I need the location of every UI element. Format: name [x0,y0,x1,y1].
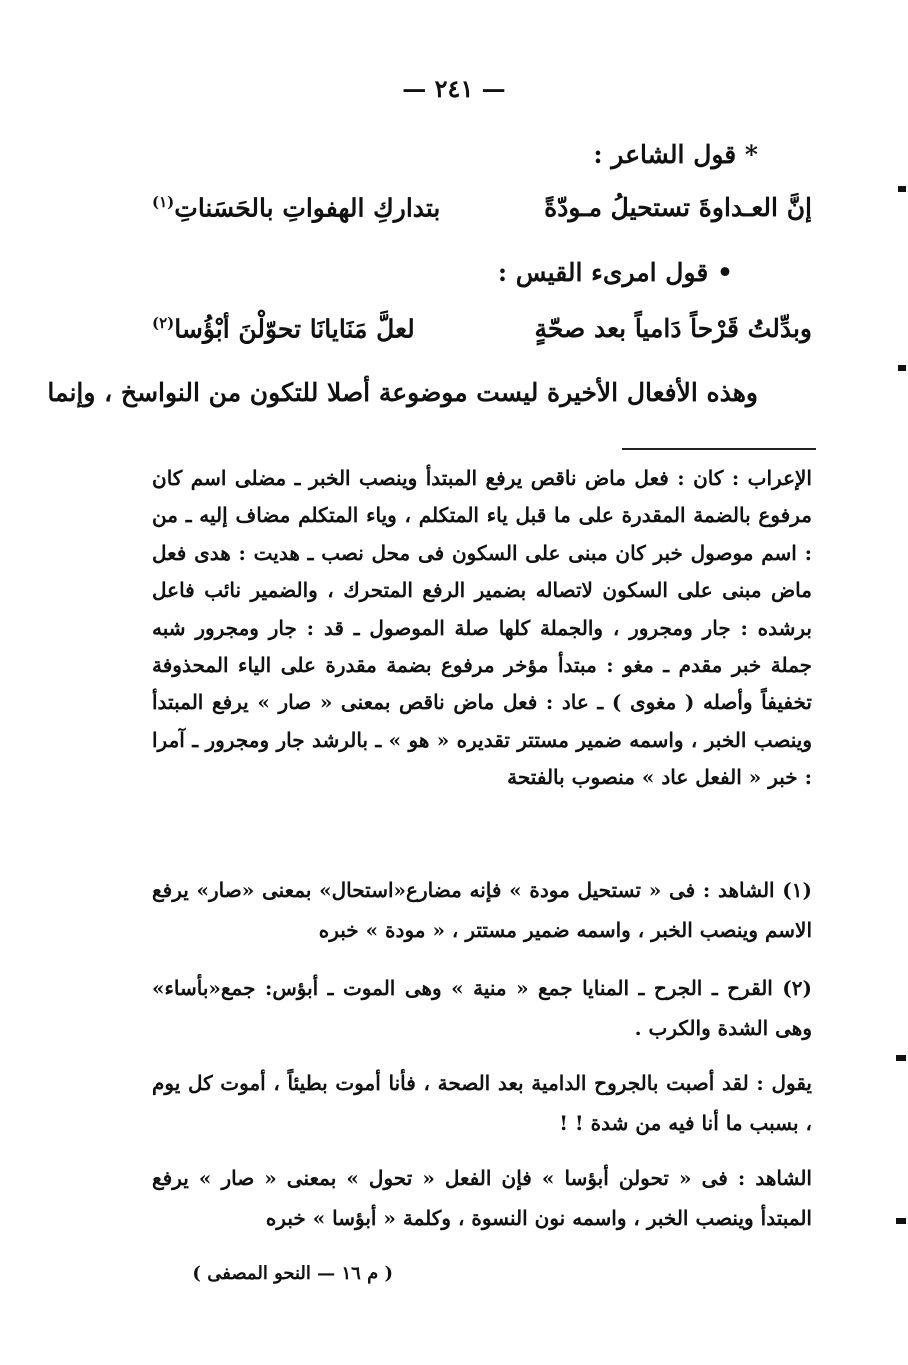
footnote-separator [622,448,816,450]
verse-1-first-hemistich: إنَّ العـداوةَ تستحيلُ مـودّةً [544,193,812,222]
body-paragraph: وهذه الأفعال الأخيرة ليست موضوعة أصلا للتكون من النواسخ ، وإنما [47,378,758,407]
footnote-2: (٢) القرح ـ الجرح ـ المنايا جمع « منية » وهى الموت ـ أبؤس: جمع«بأساء» وهى الشدة والكرب . [152,976,812,1040]
imru-intro: • قول امرىء القيس : [497,258,733,287]
margin-mark [898,186,906,192]
footnote-ref-2: (٢) [152,314,175,332]
verse-1 [152,193,812,237]
verse-2-second-text: لعلَّ مَنَايانَا تحوّلْنَ أبْؤُسا [174,314,415,344]
page-number: — ٢٤١ — [402,74,506,103]
shahid-paragraph: الشاهد : فى « تحولن أبؤسا » فإن الفعل « تحول » بمعنى « صار » يرفع المبتدأ وينصب الخبر ، واسمه نون النسوة ، وكلمة « أبؤسا » خبره [152,1166,812,1230]
page-footer: ( م ١٦ — النحو المصفى ) [192,1263,393,1284]
verse-2 [152,314,812,358]
margin-mark [896,1055,906,1061]
footnote-1: (١) الشاهد : فى « تستحيل مودة » فإنه مضارع«استحال» بمعنى «صار» يرفع الاسم وينصب الخبر ، واسمه ضمير مستتر ، « مودة » خبره [152,878,812,942]
margin-mark [896,1218,906,1224]
irab-paragraph: الإعراب : كان : فعل ماض ناقص يرفع المبتدأ وينصب الخبر ـ مضلى اسم كان مرفوع بالضمة المقدرة على ما قبل ياء المتكلم ، وياء المتكلم مضاف إليه ـ من : اسم موصول خبر كان مبنى على السكون فى محل نصب ـ هديت : هدى فعل ماض مبنى على السكون لاتصاله بضمير الرفع المتحرك ، والضمير نائب فاعل برشده : جار ومجرور ، والجملة كلها صلة الموصول ـ قد : جار ومجرور شبه جملة خبر مقدم ـ مغو : مبتدأ مؤخر مرفوع بضمة مقدرة على الياء المحذوفة تخفيفاً وأصله ( مغوى ) ـ عاد : فعل ماض ناقص بمعنى « صار » يرفع المبتدأ وينصب الخبر ، واسمه ضمير مستتر تقديره « هو » ـ بالرشد جار ومجرور ـ آمرا : خبر « الفعل عاد » منصوب بالفتحة [152,466,812,790]
footnote-ref-1: (١) [152,193,175,211]
verse-1-second-hemistich [152,193,440,222]
verse-2-first-hemistich: وبدِّلتُ قَرْحاً دَامياً بعد صحّةٍ [534,314,812,343]
verse-1-second-text: بتداركِ الهفواتِ بالحَسَناتِ [174,193,441,223]
meaning-paragraph: يقول : لقد أصبت بالجروح الدامية بعد الصحة ، فأنا أموت بطيئاً ، أموت كل يوم ، بسبب ما أنا فيه من شدة ! ! [152,1071,812,1135]
verse-2-second-hemistich [152,314,415,343]
poet-intro: * قول الشاعر : [593,140,758,169]
margin-mark [898,365,906,371]
